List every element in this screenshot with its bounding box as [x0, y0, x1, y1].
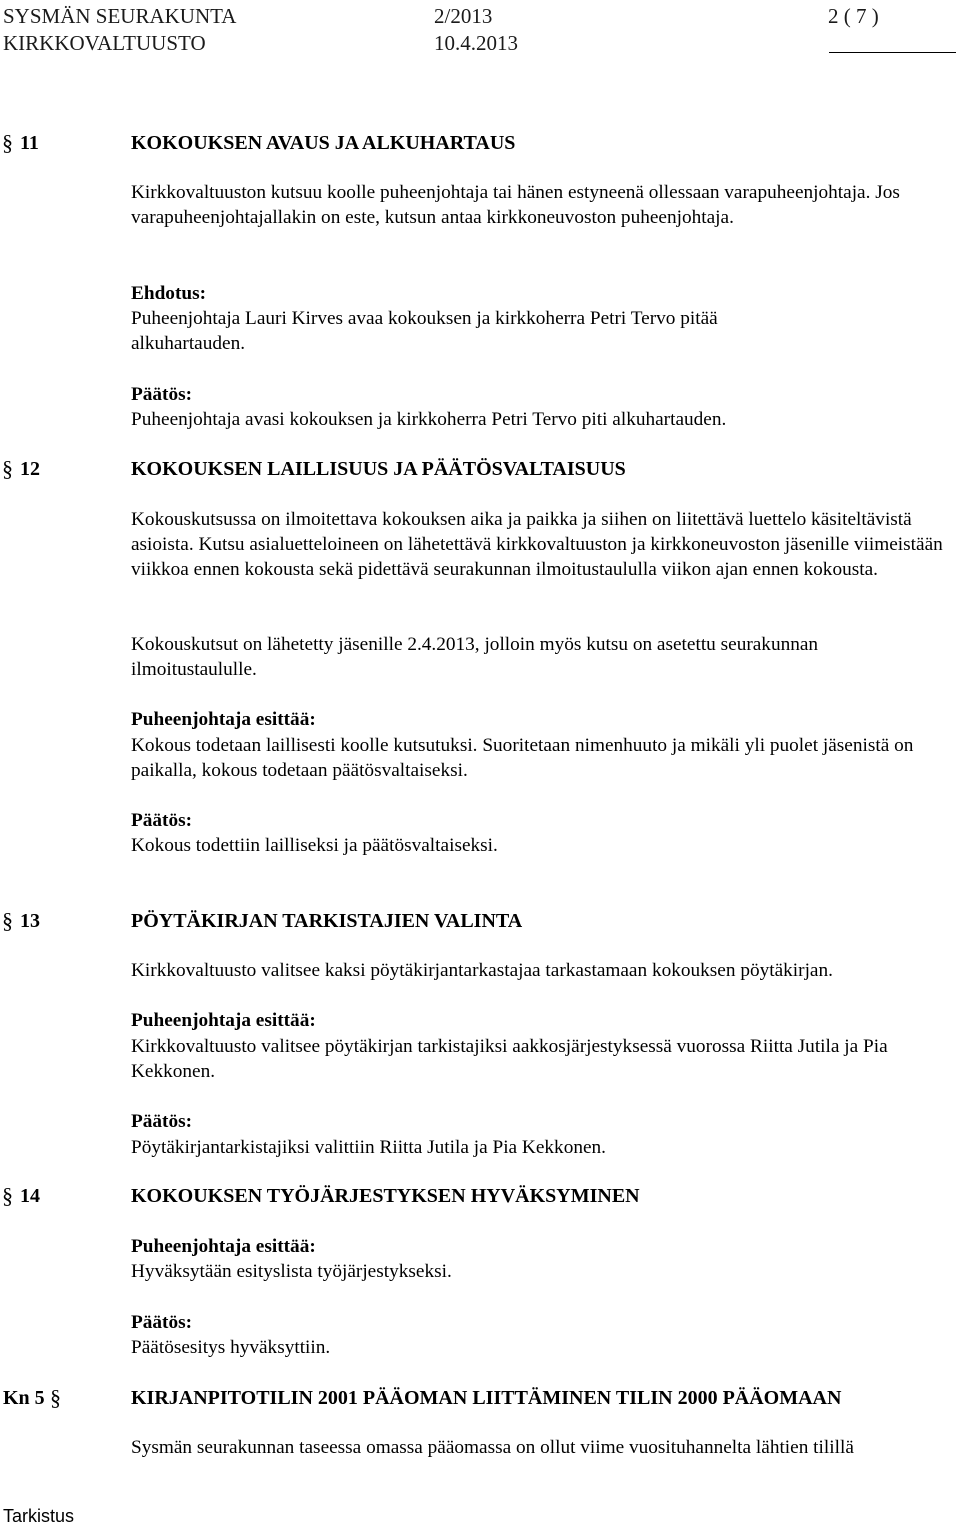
section-marker: §	[2, 456, 13, 481]
footer-check-label: Tarkistus	[3, 1506, 75, 1526]
section-12-proposal-label: Puheenjohtaja esittää:	[131, 709, 316, 730]
header-page-number: 2 ( 7 )	[828, 4, 879, 28]
section-13-intro: Kirkkovaltuusto valitsee kaksi pöytäkirjantarkastajaa tarkastamaan kokouksen pöytäkirjan.	[131, 960, 833, 981]
header-date: 10.4.2013	[434, 31, 518, 55]
header-issue: 2/2013	[434, 4, 493, 28]
section-11-heading	[0, 129, 960, 157]
section-title: KIRJANPITOTILIN 2001 PÄÄOMAN LIITTÄMINEN TILIN 2000 PÄÄOMAAN	[131, 1387, 842, 1409]
section-marker: §	[2, 1183, 13, 1208]
section-14-decision-text: Päätösesitys hyväksyttiin.	[131, 1337, 331, 1358]
section-14-proposal-text: Hyväksytään esityslista työjärjestykseksi.	[131, 1261, 452, 1282]
section-13-decision-text: Pöytäkirjantarkistajiksi valittiin Riitta Jutila ja Pia Kekkonen.	[131, 1137, 606, 1158]
header-body-name: KIRKKOVALTUUSTO	[3, 31, 206, 55]
section-11-proposal-label: Ehdotus:	[131, 283, 207, 304]
section-12-heading	[0, 455, 960, 483]
section-title: PÖYTÄKIRJAN TARKISTAJIEN VALINTA	[131, 910, 523, 932]
section-marker: §	[2, 130, 13, 155]
section-marker: §	[50, 1385, 61, 1410]
section-number: 14	[20, 1185, 40, 1207]
section-12-decision-text: Kokous todettiin lailliseksi ja päätösvaltaiseksi.	[131, 835, 498, 856]
section-number: 13	[20, 910, 40, 932]
section-14-heading	[0, 1182, 960, 1210]
section-11-decision-label: Päätös:	[131, 384, 193, 405]
section-12-intro-2: Kokouskutsut on lähetetty jäsenille 2.4.2013, jolloin myös kutsu on asetettu seurakunnan ilmoitustaululle.	[131, 634, 819, 681]
section-13-decision-label: Päätös:	[131, 1111, 193, 1132]
section-number: 12	[20, 458, 40, 480]
section-number: 11	[20, 132, 39, 154]
section-13-heading	[0, 907, 960, 935]
section-11-decision-text: Puheenjohtaja avasi kokouksen ja kirkkoherra Petri Tervo piti alkuhartauden.	[131, 409, 727, 430]
section-prefix: Kn 5	[3, 1387, 45, 1409]
section-kn5-intro: Sysmän seurakunnan taseessa omassa pääomassa on ollut viime vuosituhannelta lähtien tilillä	[131, 1437, 854, 1458]
section-title: KOKOUKSEN AVAUS JA ALKUHARTAUS	[131, 132, 516, 154]
header-org: SYSMÄN SEURAKUNTA	[3, 4, 237, 28]
section-13-proposal-label: Puheenjohtaja esittää:	[131, 1010, 316, 1031]
section-14-decision-label: Päätös:	[131, 1312, 193, 1333]
section-title: KOKOUKSEN TYÖJÄRJESTYKSEN HYVÄKSYMINEN	[131, 1185, 640, 1207]
section-11-intro: Kirkkovaltuuston kutsuu koolle puheenjohtaja tai hänen estyneenä ollessaan varapuheenjohtaja. Jos varapuheenjohtajallakin on este, kutsun antaa kirkkoneuvoston puheenjohtaja.	[131, 182, 900, 229]
section-12-decision-label: Päätös:	[131, 810, 193, 831]
header-underline	[829, 52, 956, 53]
section-marker: §	[2, 908, 13, 933]
section-12-intro: Kokouskutsussa on ilmoitettava kokouksen aika ja paikka ja siihen on liitettävä luettelo käsiteltävistä asioista. Kutsu asialuetteloineen on lähetettävä kirkkovaltuuston ja kirkkoneuvoston jäsenille viimeistään viikkoa ennen kokousta sekä pidettävä seurakunnan ilmoitustaululla viikon ajan ennen kokousta.	[131, 509, 943, 581]
section-11-proposal-text: Puheenjohtaja Lauri Kirves avaa kokouksen ja kirkkoherra Petri Tervo pitää alkuhartauden.	[131, 308, 718, 355]
section-12-proposal-text: Kokous todetaan laillisesti koolle kutsutuksi. Suoritetaan nimenhuuto ja mikäli yli puolet jäsenistä on paikalla, kokous todetaan päätösvaltaiseksi.	[131, 735, 914, 782]
section-14-proposal-label: Puheenjohtaja esittää:	[131, 1236, 316, 1257]
section-kn5-heading	[0, 1384, 960, 1412]
section-13-proposal-text: Kirkkovaltuusto valitsee pöytäkirjan tarkistajiksi aakkosjärjestyksessä vuorossa Riitta Jutila ja Pia Kekkonen.	[131, 1036, 888, 1083]
section-title: KOKOUKSEN LAILLISUUS JA PÄÄTÖSVALTAISUUS	[131, 458, 626, 480]
